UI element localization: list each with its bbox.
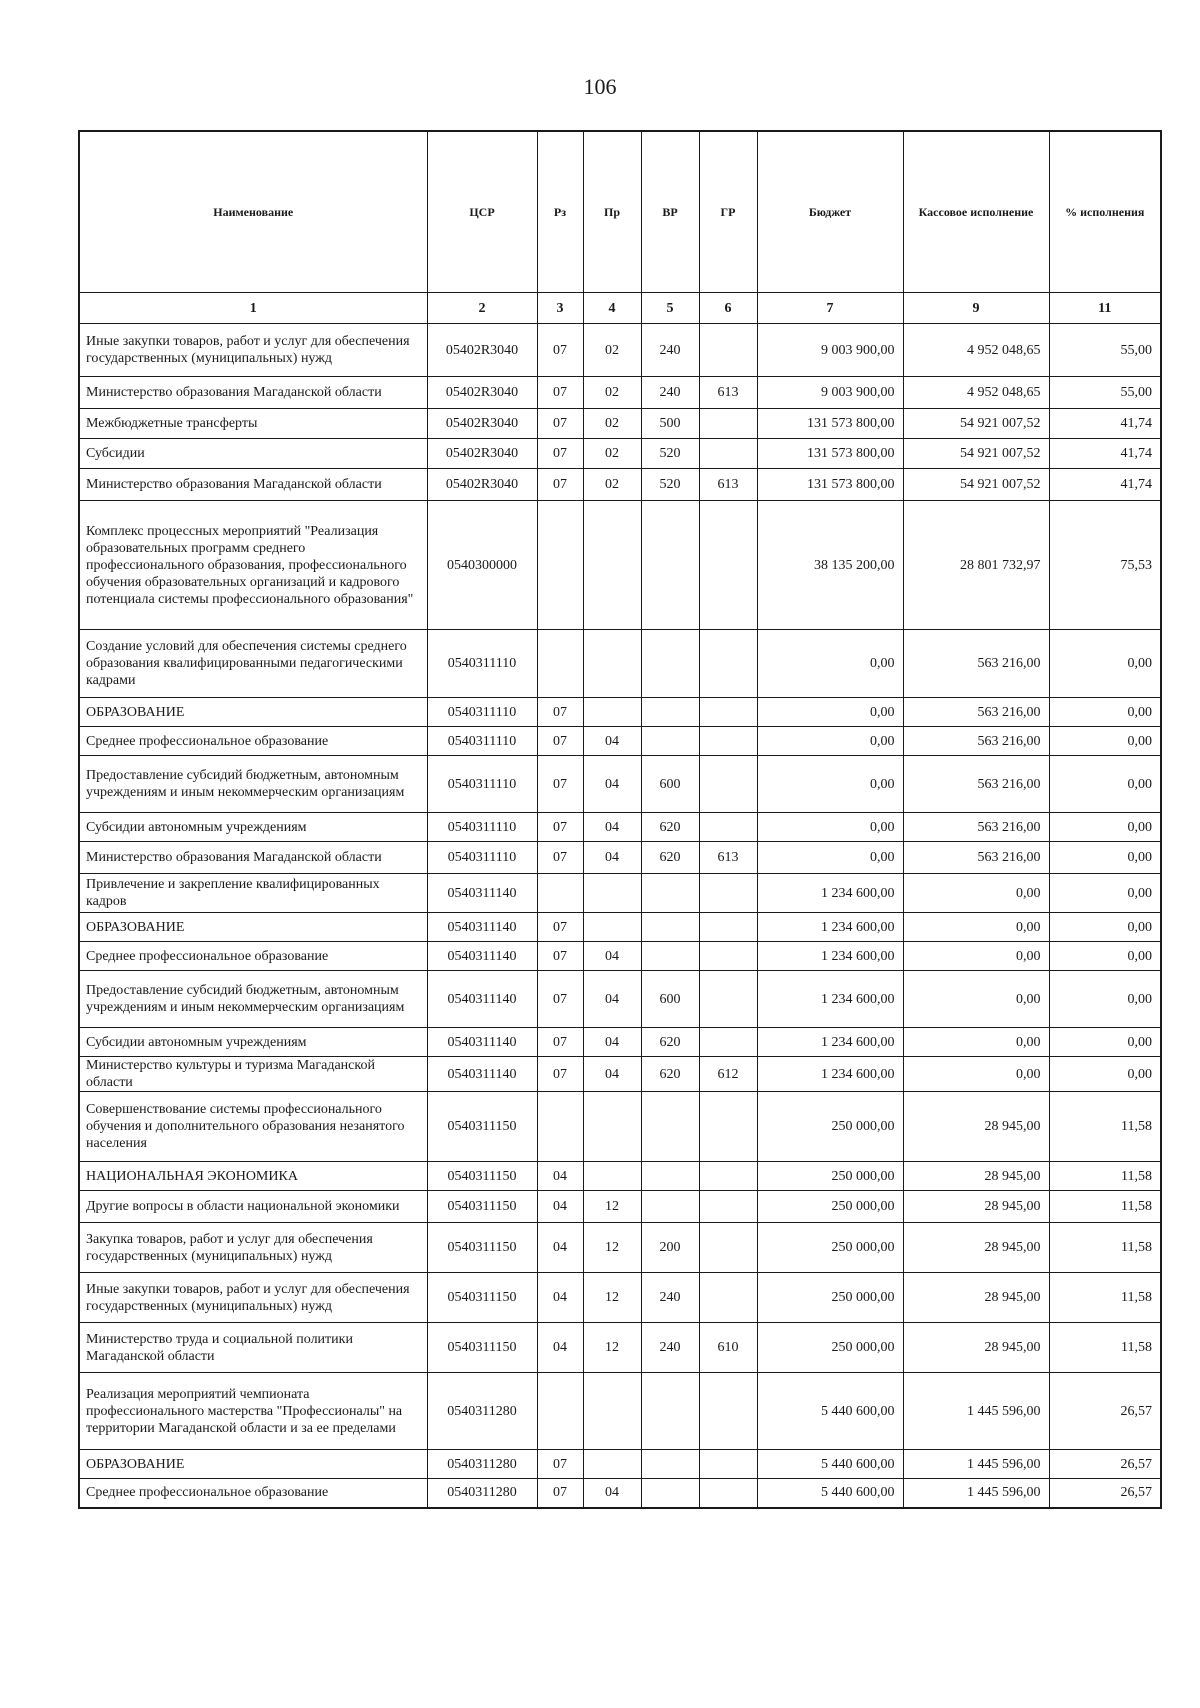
column-number: 9 (903, 293, 1049, 324)
column-number: 4 (583, 293, 641, 324)
table-cell-pr: 02 (583, 324, 641, 377)
table-cell-percent: 0,00 (1049, 727, 1161, 756)
table-cell-name: Создание условий для обеспечения системы среднего образования квалифицированными педагогическими кадрами (79, 630, 427, 698)
table-cell-csr: 0540311110 (427, 727, 537, 756)
column-number: 6 (699, 293, 757, 324)
table-cell-percent: 26,57 (1049, 1373, 1161, 1450)
table-cell-percent: 11,58 (1049, 1223, 1161, 1273)
table-cell-vr (641, 501, 699, 630)
table-cell-execution: 28 945,00 (903, 1223, 1049, 1273)
table-cell-gr (699, 727, 757, 756)
table-cell-name: Привлечение и закрепление квалифицированных кадров (79, 874, 427, 913)
table-cell-csr: 0540311150 (427, 1223, 537, 1273)
table-cell-gr: 610 (699, 1323, 757, 1373)
table-cell-name: Совершенствование системы профессионального обучения и дополнительного образования незанятого населения (79, 1092, 427, 1162)
table-cell-csr: 0540311280 (427, 1373, 537, 1450)
table-cell-budget: 0,00 (757, 698, 903, 727)
table-cell-pr: 04 (583, 1028, 641, 1057)
table-cell-gr (699, 1191, 757, 1223)
table-cell-rz (537, 1092, 583, 1162)
table-cell-name: Иные закупки товаров, работ и услуг для обеспечения государственных (муниципальных) нужд (79, 1273, 427, 1323)
table-cell-pr (583, 501, 641, 630)
table-cell-name: Комплекс процессных мероприятий "Реализация образовательных программ среднего профессионального образования, профессионального обучения образовательных организаций и кадрового потенциала системы профессионального образования" (79, 501, 427, 630)
table-cell-vr: 240 (641, 1323, 699, 1373)
table-cell-pr: 12 (583, 1223, 641, 1273)
table-cell-vr (641, 1191, 699, 1223)
table-body (79, 324, 1161, 1508)
table-cell-gr (699, 1373, 757, 1450)
table-cell-pr (583, 1450, 641, 1479)
table-cell-csr: 05402R3040 (427, 469, 537, 501)
table-cell-execution: 28 801 732,97 (903, 501, 1049, 630)
header-name: Наименование (79, 131, 427, 293)
table-cell-name: Среднее профессиональное образование (79, 942, 427, 971)
table-cell-execution: 54 921 007,52 (903, 439, 1049, 469)
table-cell-csr: 0540311140 (427, 874, 537, 913)
table-cell-pr (583, 1092, 641, 1162)
table-cell-rz: 04 (537, 1191, 583, 1223)
table-cell-budget: 1 234 600,00 (757, 1057, 903, 1092)
column-number: 2 (427, 293, 537, 324)
table-cell-rz: 07 (537, 324, 583, 377)
table-row (79, 630, 1161, 698)
table-cell-pr (583, 1162, 641, 1191)
table-cell-vr (641, 874, 699, 913)
table-cell-budget: 5 440 600,00 (757, 1450, 903, 1479)
table-cell-vr: 620 (641, 813, 699, 842)
table-cell-vr: 520 (641, 469, 699, 501)
table-cell-budget: 131 573 800,00 (757, 439, 903, 469)
table-cell-pr: 02 (583, 409, 641, 439)
table-cell-budget: 9 003 900,00 (757, 324, 903, 377)
table-cell-vr: 620 (641, 1028, 699, 1057)
table-cell-percent: 55,00 (1049, 377, 1161, 409)
table-cell-csr: 0540311140 (427, 1057, 537, 1092)
table-cell-csr: 0540311280 (427, 1450, 537, 1479)
table-cell-rz: 07 (537, 1479, 583, 1508)
table-cell-name: Реализация мероприятий чемпионата профессионального мастерства "Профессионалы" на территории Магаданской области и за ее пределами (79, 1373, 427, 1450)
table-cell-gr (699, 1223, 757, 1273)
table-cell-name: ОБРАЗОВАНИЕ (79, 913, 427, 942)
table-cell-rz: 04 (537, 1323, 583, 1373)
budget-table (78, 130, 1162, 1509)
table-cell-budget: 250 000,00 (757, 1273, 903, 1323)
table-row (79, 842, 1161, 874)
table-cell-rz: 07 (537, 942, 583, 971)
table-cell-percent: 11,58 (1049, 1092, 1161, 1162)
table-row (79, 1092, 1161, 1162)
table-cell-csr: 0540311110 (427, 842, 537, 874)
table-cell-csr: 0540311140 (427, 971, 537, 1028)
table-cell-percent: 0,00 (1049, 698, 1161, 727)
header-execution: Кассовое исполнение (903, 131, 1049, 293)
table-row (79, 1373, 1161, 1450)
table-cell-vr: 520 (641, 439, 699, 469)
table-cell-execution: 1 445 596,00 (903, 1450, 1049, 1479)
table-cell-execution: 563 216,00 (903, 842, 1049, 874)
table-cell-rz (537, 630, 583, 698)
table-cell-gr (699, 813, 757, 842)
table-cell-name: Среднее профессиональное образование (79, 1479, 427, 1508)
table-cell-pr: 12 (583, 1273, 641, 1323)
column-number: 11 (1049, 293, 1161, 324)
table-cell-gr (699, 913, 757, 942)
table-cell-rz: 07 (537, 1057, 583, 1092)
table-cell-pr: 04 (583, 756, 641, 813)
table-row (79, 1162, 1161, 1191)
header-gr: ГР (699, 131, 757, 293)
table-cell-name: Предоставление субсидий бюджетным, автономным учреждениям и иным некоммерческим организациям (79, 756, 427, 813)
table-row (79, 698, 1161, 727)
table-cell-pr (583, 913, 641, 942)
table-cell-csr: 05402R3040 (427, 324, 537, 377)
table-cell-pr: 04 (583, 1057, 641, 1092)
table-row (79, 813, 1161, 842)
table-cell-csr: 0540311150 (427, 1273, 537, 1323)
table-cell-vr: 500 (641, 409, 699, 439)
table-cell-gr (699, 439, 757, 469)
table-cell-vr (641, 1450, 699, 1479)
table-cell-vr (641, 1162, 699, 1191)
table-cell-rz (537, 1373, 583, 1450)
table-cell-vr (641, 1479, 699, 1508)
table-cell-percent: 0,00 (1049, 874, 1161, 913)
table-cell-execution: 563 216,00 (903, 630, 1049, 698)
table-cell-percent: 0,00 (1049, 1028, 1161, 1057)
table-cell-gr (699, 324, 757, 377)
table-cell-vr (641, 942, 699, 971)
table-cell-execution: 563 216,00 (903, 698, 1049, 727)
table-cell-execution: 54 921 007,52 (903, 409, 1049, 439)
table-row (79, 1223, 1161, 1273)
table-cell-name: Закупка товаров, работ и услуг для обеспечения государственных (муниципальных) нужд (79, 1223, 427, 1273)
table-cell-gr (699, 501, 757, 630)
table-cell-gr: 613 (699, 469, 757, 501)
table-cell-budget: 1 234 600,00 (757, 971, 903, 1028)
column-number: 3 (537, 293, 583, 324)
table-row (79, 501, 1161, 630)
table-cell-budget: 0,00 (757, 756, 903, 813)
table-cell-rz: 04 (537, 1223, 583, 1273)
table-cell-rz: 07 (537, 1028, 583, 1057)
table-cell-gr (699, 942, 757, 971)
table-cell-execution: 0,00 (903, 1028, 1049, 1057)
table-cell-percent: 41,74 (1049, 409, 1161, 439)
table-cell-percent: 41,74 (1049, 469, 1161, 501)
table-cell-rz: 07 (537, 756, 583, 813)
table-cell-execution: 28 945,00 (903, 1162, 1049, 1191)
table-cell-csr: 0540311110 (427, 698, 537, 727)
table-cell-name: Министерство культуры и туризма Магаданской области (79, 1057, 427, 1092)
table-cell-execution: 54 921 007,52 (903, 469, 1049, 501)
table-cell-pr: 04 (583, 942, 641, 971)
table-cell-percent: 26,57 (1049, 1450, 1161, 1479)
table-cell-pr: 12 (583, 1191, 641, 1223)
table-cell-name: Иные закупки товаров, работ и услуг для обеспечения государственных (муниципальных) нужд (79, 324, 427, 377)
table-cell-rz: 07 (537, 727, 583, 756)
table-cell-percent: 11,58 (1049, 1191, 1161, 1223)
table-cell-pr: 04 (583, 971, 641, 1028)
table-cell-csr: 0540311150 (427, 1162, 537, 1191)
table-cell-execution: 28 945,00 (903, 1273, 1049, 1323)
header-rz: Рз (537, 131, 583, 293)
table-cell-name: Среднее профессиональное образование (79, 727, 427, 756)
table-cell-rz: 04 (537, 1273, 583, 1323)
table-cell-pr: 04 (583, 1479, 641, 1508)
table-cell-vr (641, 1373, 699, 1450)
table-cell-execution: 1 445 596,00 (903, 1373, 1049, 1450)
table-cell-budget: 0,00 (757, 813, 903, 842)
table-cell-percent: 0,00 (1049, 630, 1161, 698)
table-cell-vr (641, 913, 699, 942)
table-cell-vr: 620 (641, 842, 699, 874)
table-cell-budget: 250 000,00 (757, 1191, 903, 1223)
table-cell-gr (699, 409, 757, 439)
table-cell-vr: 600 (641, 756, 699, 813)
table-cell-gr (699, 1092, 757, 1162)
table-cell-pr (583, 630, 641, 698)
table-cell-percent: 11,58 (1049, 1162, 1161, 1191)
table-cell-pr: 04 (583, 813, 641, 842)
table-row (79, 942, 1161, 971)
table-cell-pr (583, 874, 641, 913)
page-number: 106 (583, 74, 617, 99)
table-cell-csr: 0540311150 (427, 1092, 537, 1162)
table-row (79, 324, 1161, 377)
table-row (79, 409, 1161, 439)
table-cell-name: ОБРАЗОВАНИЕ (79, 1450, 427, 1479)
table-row (79, 1028, 1161, 1057)
table-cell-budget: 250 000,00 (757, 1092, 903, 1162)
table-cell-execution: 0,00 (903, 1057, 1049, 1092)
table-cell-pr: 04 (583, 842, 641, 874)
table-cell-rz: 07 (537, 377, 583, 409)
table-cell-name: Министерство труда и социальной политики Магаданской области (79, 1323, 427, 1373)
table-cell-rz: 07 (537, 439, 583, 469)
table-cell-csr: 0540311140 (427, 942, 537, 971)
table-row (79, 874, 1161, 913)
table-cell-budget: 250 000,00 (757, 1323, 903, 1373)
table-cell-vr: 240 (641, 324, 699, 377)
table-row (79, 439, 1161, 469)
table-cell-percent: 0,00 (1049, 913, 1161, 942)
table-cell-budget: 5 440 600,00 (757, 1373, 903, 1450)
table-cell-budget: 5 440 600,00 (757, 1479, 903, 1508)
table-cell-name: НАЦИОНАЛЬНАЯ ЭКОНОМИКА (79, 1162, 427, 1191)
table-row (79, 971, 1161, 1028)
table-cell-rz (537, 874, 583, 913)
table-cell-budget: 0,00 (757, 630, 903, 698)
header-pr: Пр (583, 131, 641, 293)
table-cell-csr: 05402R3040 (427, 377, 537, 409)
table-cell-pr: 04 (583, 727, 641, 756)
table-cell-name: Межбюджетные трансферты (79, 409, 427, 439)
table-cell-gr (699, 1479, 757, 1508)
table-cell-budget: 1 234 600,00 (757, 942, 903, 971)
column-number: 5 (641, 293, 699, 324)
table-row (79, 1057, 1161, 1092)
table-cell-execution: 0,00 (903, 913, 1049, 942)
table-cell-gr (699, 698, 757, 727)
table-cell-rz: 07 (537, 913, 583, 942)
table-cell-rz: 07 (537, 409, 583, 439)
table-cell-vr (641, 1092, 699, 1162)
table-cell-budget: 1 234 600,00 (757, 874, 903, 913)
table-cell-name: Министерство образования Магаданской области (79, 469, 427, 501)
header-csr: ЦСР (427, 131, 537, 293)
table-cell-percent: 75,53 (1049, 501, 1161, 630)
table-row (79, 377, 1161, 409)
table-cell-execution: 563 216,00 (903, 756, 1049, 813)
table-cell-budget: 131 573 800,00 (757, 469, 903, 501)
table-cell-csr: 0540311110 (427, 630, 537, 698)
table-cell-gr (699, 1162, 757, 1191)
column-number-row (79, 293, 1161, 324)
table-cell-gr (699, 1450, 757, 1479)
table-cell-budget: 0,00 (757, 727, 903, 756)
table-cell-gr: 613 (699, 842, 757, 874)
table-row (79, 469, 1161, 501)
table-cell-percent: 55,00 (1049, 324, 1161, 377)
table-cell-percent: 0,00 (1049, 971, 1161, 1028)
table-cell-rz: 07 (537, 698, 583, 727)
table-cell-gr (699, 1028, 757, 1057)
table-cell-gr (699, 630, 757, 698)
table-cell-csr: 0540300000 (427, 501, 537, 630)
table-row (79, 1450, 1161, 1479)
table-cell-csr: 0540311280 (427, 1479, 537, 1508)
table-cell-budget: 0,00 (757, 842, 903, 874)
table-cell-gr: 612 (699, 1057, 757, 1092)
table-cell-csr: 0540311140 (427, 913, 537, 942)
table-cell-csr: 0540311150 (427, 1191, 537, 1223)
table-cell-name: Другие вопросы в области национальной экономики (79, 1191, 427, 1223)
table-cell-execution: 563 216,00 (903, 813, 1049, 842)
table-cell-name: Предоставление субсидий бюджетным, автономным учреждениям и иным некоммерческим организациям (79, 971, 427, 1028)
table-cell-rz (537, 501, 583, 630)
table-cell-vr (641, 698, 699, 727)
table-cell-csr: 05402R3040 (427, 409, 537, 439)
table-cell-rz: 07 (537, 1450, 583, 1479)
table-cell-gr (699, 971, 757, 1028)
table-cell-budget: 250 000,00 (757, 1223, 903, 1273)
table-cell-execution: 0,00 (903, 874, 1049, 913)
table-row (79, 1323, 1161, 1373)
table-cell-percent: 0,00 (1049, 842, 1161, 874)
table-cell-pr: 02 (583, 377, 641, 409)
table-cell-vr (641, 727, 699, 756)
table-cell-csr: 05402R3040 (427, 439, 537, 469)
table-cell-execution: 563 216,00 (903, 727, 1049, 756)
table-cell-percent: 0,00 (1049, 756, 1161, 813)
column-number: 7 (757, 293, 903, 324)
table-cell-pr (583, 698, 641, 727)
header-percent: % исполнения (1049, 131, 1161, 293)
table-cell-execution: 1 445 596,00 (903, 1479, 1049, 1508)
table-cell-name: Субсидии (79, 439, 427, 469)
table-cell-rz: 07 (537, 813, 583, 842)
table-cell-pr: 12 (583, 1323, 641, 1373)
table-row (79, 1191, 1161, 1223)
header-budget: Бюджет (757, 131, 903, 293)
header-row (79, 131, 1161, 293)
table-cell-vr: 240 (641, 1273, 699, 1323)
table-cell-gr (699, 756, 757, 813)
table-cell-budget: 9 003 900,00 (757, 377, 903, 409)
table-cell-csr: 0540311110 (427, 756, 537, 813)
table-cell-execution: 28 945,00 (903, 1191, 1049, 1223)
table-cell-execution: 0,00 (903, 971, 1049, 1028)
table-cell-budget: 38 135 200,00 (757, 501, 903, 630)
table-cell-execution: 28 945,00 (903, 1092, 1049, 1162)
table-cell-name: Субсидии автономным учреждениям (79, 813, 427, 842)
table-cell-rz: 04 (537, 1162, 583, 1191)
table-cell-vr: 600 (641, 971, 699, 1028)
table-cell-rz: 07 (537, 971, 583, 1028)
table-cell-pr: 02 (583, 439, 641, 469)
table-cell-csr: 0540311150 (427, 1323, 537, 1373)
table-cell-percent: 0,00 (1049, 813, 1161, 842)
table-cell-pr: 02 (583, 469, 641, 501)
table-cell-percent: 0,00 (1049, 1057, 1161, 1092)
table-row (79, 1273, 1161, 1323)
table-row (79, 756, 1161, 813)
table-cell-name: Субсидии автономным учреждениям (79, 1028, 427, 1057)
table-cell-budget: 1 234 600,00 (757, 913, 903, 942)
table-cell-csr: 0540311110 (427, 813, 537, 842)
table-cell-execution: 0,00 (903, 942, 1049, 971)
table-cell-vr (641, 630, 699, 698)
table-cell-name: ОБРАЗОВАНИЕ (79, 698, 427, 727)
table-cell-vr: 200 (641, 1223, 699, 1273)
table-cell-vr: 240 (641, 377, 699, 409)
table-cell-name: Министерство образования Магаданской области (79, 377, 427, 409)
table-cell-percent: 41,74 (1049, 439, 1161, 469)
table-cell-pr (583, 1373, 641, 1450)
table-cell-budget: 131 573 800,00 (757, 409, 903, 439)
header-vr: ВР (641, 131, 699, 293)
table-cell-gr (699, 874, 757, 913)
table-cell-percent: 11,58 (1049, 1323, 1161, 1373)
table-cell-rz: 07 (537, 469, 583, 501)
table-cell-percent: 11,58 (1049, 1273, 1161, 1323)
table-cell-percent: 26,57 (1049, 1479, 1161, 1508)
table-cell-execution: 28 945,00 (903, 1323, 1049, 1373)
table-cell-execution: 4 952 048,65 (903, 324, 1049, 377)
table-cell-rz: 07 (537, 842, 583, 874)
table-row (79, 727, 1161, 756)
table-cell-gr: 613 (699, 377, 757, 409)
table-row (79, 913, 1161, 942)
table-cell-percent: 0,00 (1049, 942, 1161, 971)
table-cell-name: Министерство образования Магаданской области (79, 842, 427, 874)
table-row (79, 1479, 1161, 1508)
table-cell-budget: 1 234 600,00 (757, 1028, 903, 1057)
table-cell-execution: 4 952 048,65 (903, 377, 1049, 409)
table-cell-gr (699, 1273, 757, 1323)
table-cell-budget: 250 000,00 (757, 1162, 903, 1191)
table-cell-csr: 0540311140 (427, 1028, 537, 1057)
table-cell-vr: 620 (641, 1057, 699, 1092)
column-number: 1 (79, 293, 427, 324)
